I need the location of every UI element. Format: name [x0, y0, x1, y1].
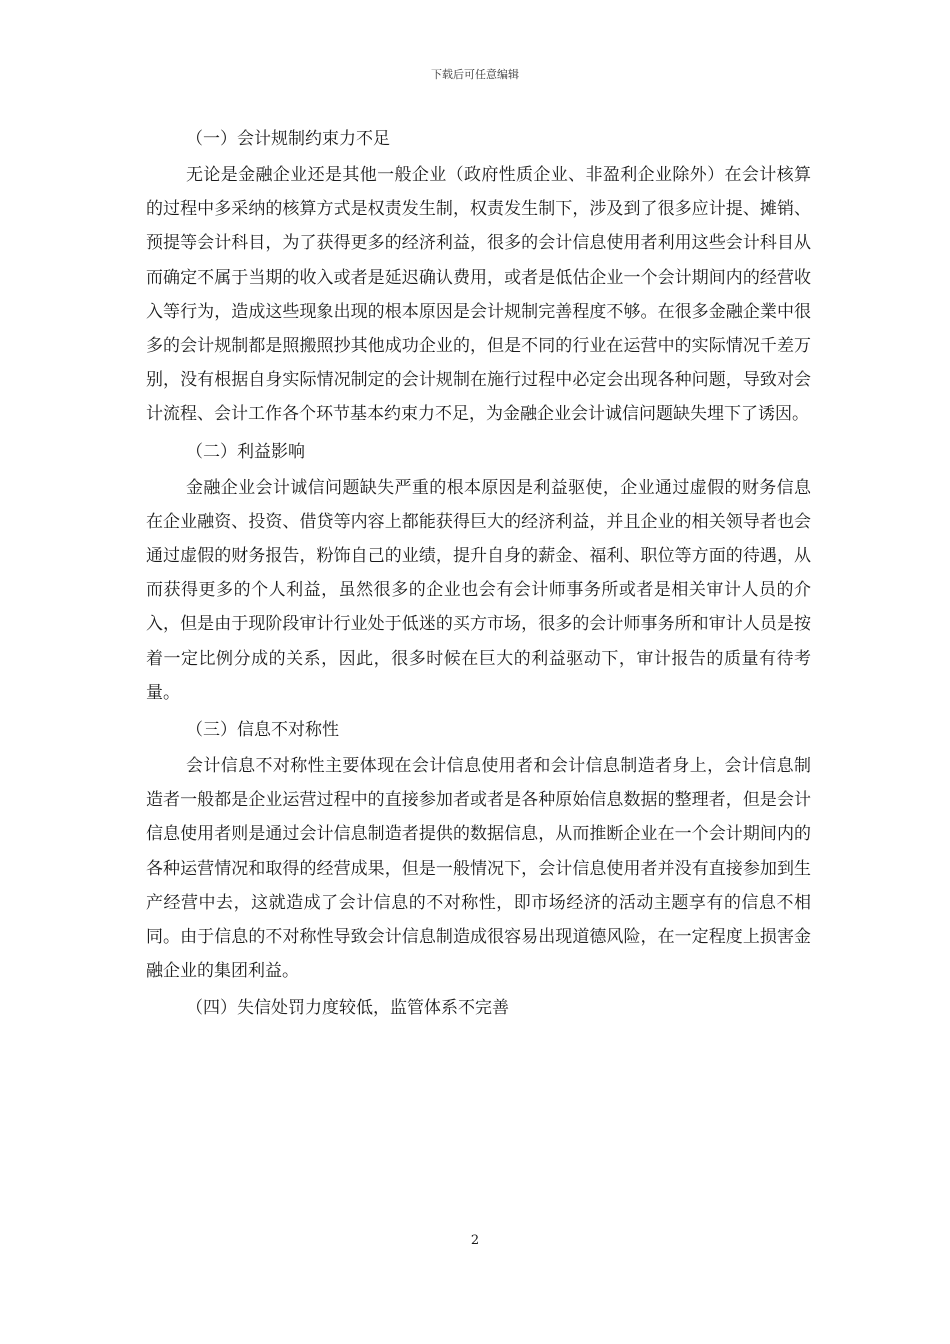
header-note: 下载后可任意编辑 — [431, 68, 519, 81]
section-heading: （三）信息不对称性 — [186, 720, 339, 741]
page-number: 2 — [470, 1233, 480, 1248]
section-heading: （四）失信处罚力度较低，监管体系不完善 — [186, 998, 509, 1019]
section-paragraph: 无论是金融企业还是其他一般企业（政府性质企业、非盈利企业除外）在会计核算的过程中多采纳的核算方式是权责发生制，权责发生制下，涉及到了很多应计提、摊销、预提等会计科目，为了获得更多的经济利益，很多的会计信息使用者利用这些会计科目从而确定不属于当期的收入或者是延迟确认费用，或者是低估企业一个会计期间内的经营收入等行为，造成这些现象出现的根本原因是会计规制完善程度不够。在很多金融企業中很多的会计规制都是照搬照抄其他成功企业的，但是不同的行业在运营中的实际情况千差万别，没有根据自身实际情况制定的会计规制在施行过程中必定会出现各种问题，导致对会计流程、会计工作各个环节基本约束力不足，为金融企业会计诚信问题缺失埋下了诱因。 — [146, 165, 811, 425]
section-paragraph: 金融企业会计诚信问题缺失严重的根本原因是利益驱使，企业通过虚假的财务信息在企业融资、投资、借贷等内容上都能获得巨大的经济利益，并且企业的相关领导者也会通过虚假的财务报告，粉饰自己的业绩，提升自身的薪金、福利、职位等方面的待遇，从而获得更多的个人利益，虽然很多的企业也会有会计师事务所或者是相关审计人员的介入，但是由于现阶段审计行业处于低迷的买方市场，很多的会计师事务所和审计人员是按着一定比例分成的关系，因此，很多时候在巨大的利益驱动下，审计报告的质量有待考量。 — [146, 477, 811, 703]
body-text — [146, 122, 811, 1027]
section-heading: （一）会计规制约束力不足 — [186, 129, 390, 149]
section-paragraph: 会计信息不对称性主要体现在会计信息使用者和会计信息制造者身上，会计信息制造者一般都是企业运营过程中的直接参加者或者是各种原始信息数据的整理者，但是会计信息使用者则是通过会计信息制造者提供的数据信息，从而推断企业在一个会计期间内的各种运营情况和取得的经营成果，但是一般情况下，会计信息使用者并没有直接参加到生产经营中去，这就造成了会计信息的不对称性，即市场经济的活动主题享有的信息不相同。由于信息的不对称性导致会计信息制造成很容易出现道德风险，在一定程度上损害金融企业的集团利益。 — [146, 756, 811, 982]
section-heading: （二）利益影响 — [186, 441, 305, 462]
